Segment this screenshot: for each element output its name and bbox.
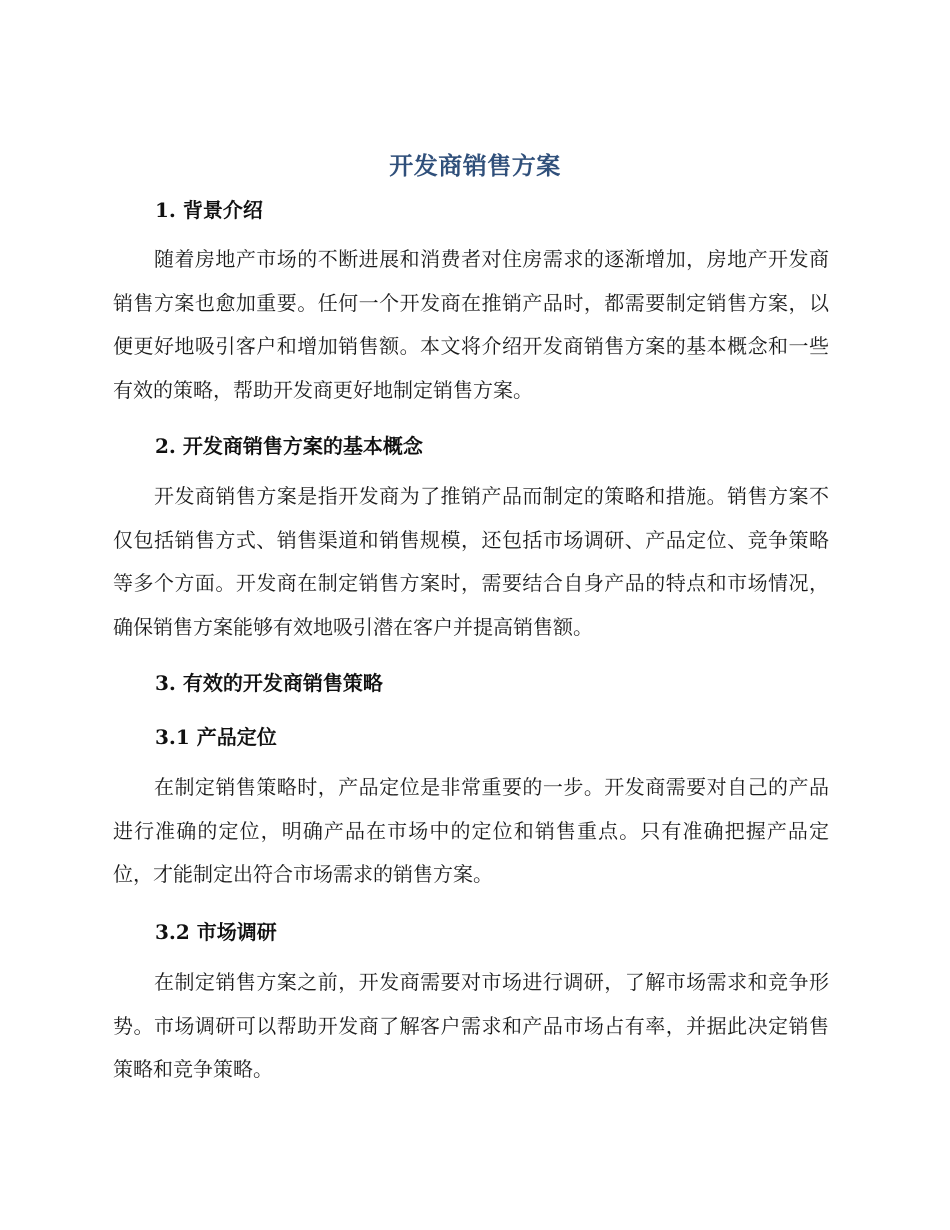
section-paragraph-background: 随着房地产市场的不断进展和消费者对住房需求的逐渐增加，房地产开发商销售方案也愈加重要。任何一个开发商在推销产品时，都需要制定销售方案，以便更好地吸引客户和增加销售额。本文将介绍开发商销售方案的基本概念和一些有效的策略，帮助开发商更好地制定销售方案。	[113, 247, 829, 402]
section-heading-effective-strategies: 3. 有效的开发商销售策略	[155, 671, 383, 695]
section-heading-basic-concept: 2. 开发商销售方案的基本概念	[155, 434, 423, 458]
section-heading-market-research: 3.2 市场调研	[155, 920, 277, 944]
section-paragraph-market-research: 在制定销售方案之前，开发商需要对市场进行调研，了解市场需求和竞争形势。市场调研可以帮助开发商了解客户需求和产品市场占有率，并据此决定销售策略和竞争策略。	[113, 970, 829, 1081]
section-paragraph-basic-concept: 开发商销售方案是指开发商为了推销产品而制定的策略和措施。销售方案不仅包括销售方式、销售渠道和销售规模，还包括市场调研、产品定位、竞争策略等多个方面。开发商在制定销售方案时，需要结合自身产品的特点和市场情况，确保销售方案能够有效地吸引潜在客户并提高销售额。	[113, 484, 829, 639]
section-paragraph-product-positioning: 在制定销售策略时，产品定位是非常重要的一步。开发商需要对自己的产品进行准确的定位，明确产品在市场中的定位和销售重点。只有准确把握产品定位，才能制定出符合市场需求的销售方案。	[113, 775, 829, 886]
section-heading-background: 1. 背景介绍	[155, 198, 263, 222]
document-title: 开发商销售方案	[389, 151, 561, 180]
section-heading-product-positioning: 3.1 产品定位	[155, 725, 277, 749]
